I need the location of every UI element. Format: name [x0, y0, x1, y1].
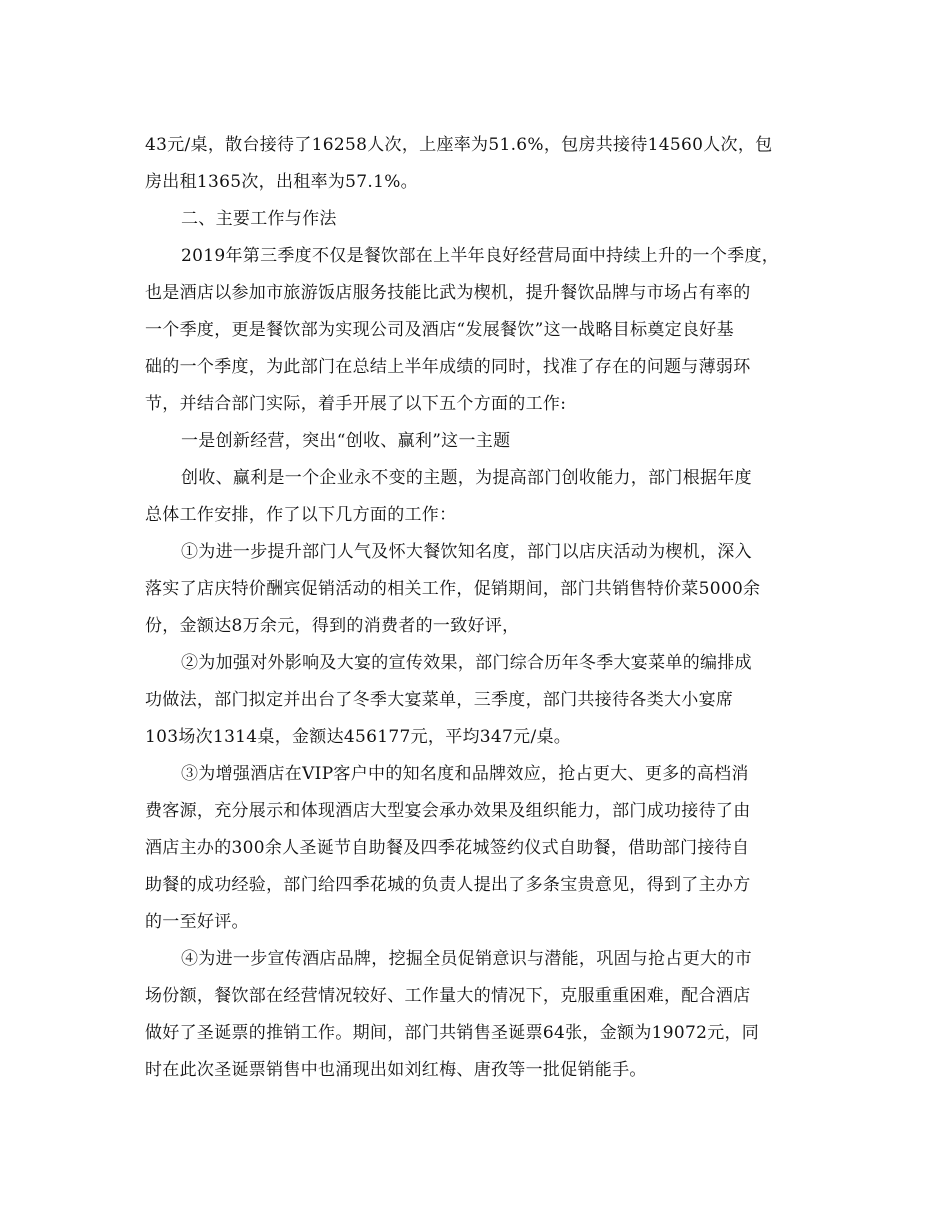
- text-line: 的一至好评。: [145, 912, 249, 932]
- text-line: 节，并结合部门实际，着手开展了以下五个方面的工作:: [145, 394, 567, 414]
- text-line: 场份额，餐饮部在经营情况较好、工作量大的情况下，克服重重困难，配合酒店: [145, 986, 751, 1006]
- list-item-3: ③为增强酒店在VIP客户中的知名度和品牌效应，抢占更大、更多的高档消: [181, 764, 749, 784]
- text-line: 一个季度，更是餐饮部为实现公司及酒店“发展餐饮”这一战略目标奠定良好基: [145, 320, 734, 340]
- subsection-heading: 一是创新经营，突出“创收、赢利”这一主题: [181, 431, 511, 451]
- text-line: 也是酒店以参加市旅游饭店服务技能比武为楔机，提升餐饮品牌与市场占有率的: [145, 283, 751, 303]
- text-line: 酒店主办的300余人圣诞节自助餐及四季花城签约仪式自助餐，借助部门接待自: [145, 838, 750, 858]
- text-line: 103场次1314桌，金额达456177元，平均347元/桌。: [145, 727, 572, 747]
- section-heading: 二、主要工作与作法: [181, 209, 337, 229]
- text-line: 费客源，充分展示和体现酒店大型宴会承办效果及组织能力，部门成功接待了由: [145, 801, 751, 821]
- text-line: 落实了店庆特价酬宾促销活动的相关工作，促销期间，部门共销售特价菜5000余: [145, 579, 761, 599]
- text-line: 做好了圣诞票的推销工作。期间，部门共销售圣诞票64张，金额为19072元，同: [145, 1023, 760, 1043]
- list-item-1: ①为进一步提升部门人气及怀大餐饮知名度，部门以店庆活动为楔机，深入: [181, 542, 752, 562]
- text-line: 时在此次圣诞票销售中也涌现出如刘红梅、唐孜等一批促销能手。: [145, 1060, 647, 1080]
- text-line: 43元/桌，散台接待了16258人次，上座率为51.6%，包房共接待14560人次，包: [145, 135, 773, 155]
- list-item-4: ④为进一步宣传酒店品牌，挖掘全员促销意识与潜能，巩固与抢占更大的市: [181, 949, 752, 969]
- text-line: 份，金额达8万余元，得到的消费者的一致好评，: [145, 616, 520, 636]
- text-line: 助餐的成功经验，部门给四季花城的负责人提出了多条宝贵意见，得到了主办方: [145, 875, 751, 895]
- text-line: 总体工作安排，作了以下几方面的工作：: [145, 505, 457, 525]
- text-line: 础的一个季度，为此部门在总结上半年成绩的同时，找准了存在的问题与薄弱环: [145, 357, 751, 377]
- text-line: 创收、赢利是一个企业永不变的主题，为提高部门创收能力，部门根据年度: [181, 468, 752, 488]
- text-line: 2019年第三季度不仅是餐饮部在上半年良好经营局面中持续上升的一个季度，: [181, 246, 780, 266]
- document-page: [145, 127, 810, 1089]
- text-line: 房出租1365次，出租率为57.1%。: [145, 172, 418, 192]
- list-item-2: ②为加强对外影响及大宴的宣传效果，部门综合历年冬季大宴菜单的编排成: [181, 653, 752, 673]
- text-line: 功做法，部门拟定并出台了冬季大宴菜单，三季度，部门共接待各类大小宴席: [145, 690, 734, 710]
